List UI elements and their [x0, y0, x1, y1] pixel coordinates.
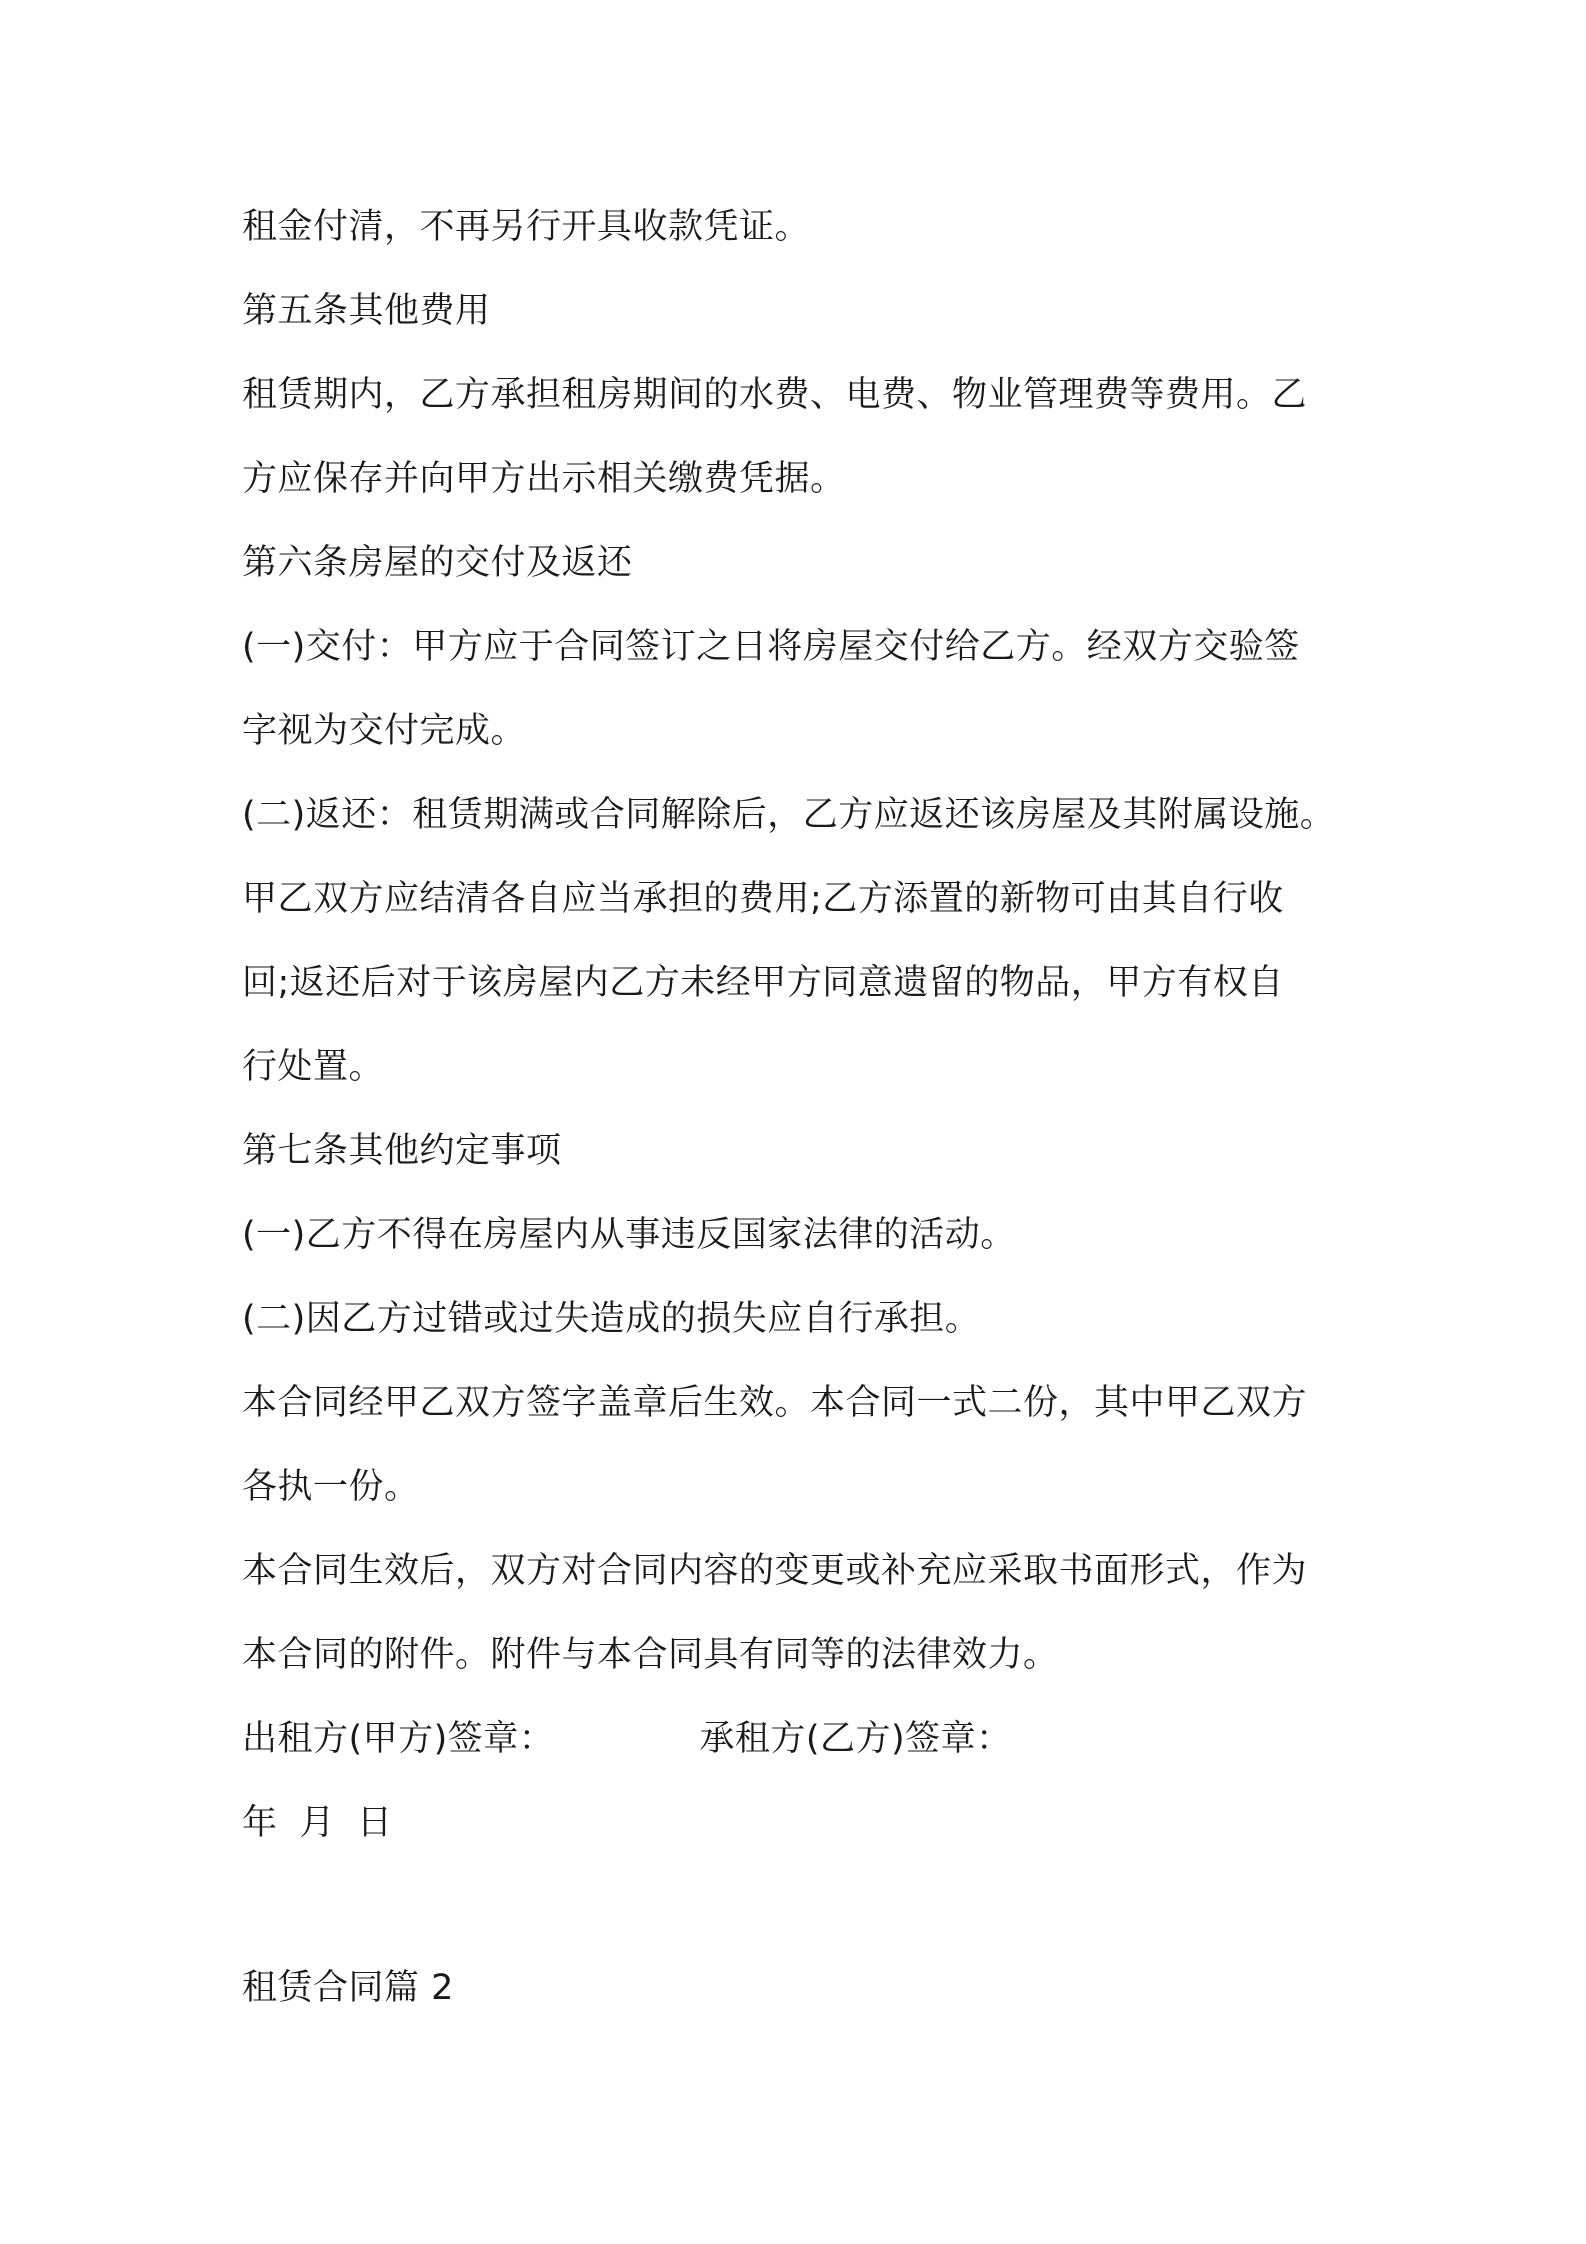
date-month: 月 [299, 1803, 336, 1843]
date-day: 日 [357, 1803, 393, 1843]
paragraph-line: (二)返还：租赁期满或合同解除后，乙方应返还该房屋及其附属设施。 [242, 795, 1336, 835]
section-heading-7: 第七条其他约定事项 [242, 1131, 562, 1171]
paragraph-line: (一)乙方不得在房屋内从事违反国家法律的活动。 [242, 1215, 1016, 1255]
paragraph-line: 字视为交付完成。 [242, 711, 527, 751]
paragraph-line: 方应保存并向甲方出示相关缴费凭据。 [242, 459, 846, 499]
section-heading-6: 第六条房屋的交付及返还 [242, 543, 633, 583]
paragraph-line: (二)因乙方过错或过失造成的损失应自行承担。 [242, 1299, 981, 1339]
paragraph-line: 本合同生效后，双方对合同内容的变更或补充应采取书面形式，作为 [242, 1551, 1308, 1591]
paragraph-line: 本合同的附件。附件与本合同具有同等的法律效力。 [242, 1635, 1059, 1675]
next-contract-title: 租赁合同篇 2 [242, 1968, 454, 2008]
lessor-signature-label: 出租方(甲方)签章： [242, 1719, 555, 1759]
paragraph-line: 租赁期内，乙方承担租房期间的水费、电费、物业管理费等费用。乙 [242, 375, 1308, 415]
date-line [242, 1801, 393, 1845]
paragraph-line: (一)交付：甲方应于合同签订之日将房屋交付给乙方。经双方交验签 [242, 627, 1300, 667]
signature-line [242, 1717, 1012, 1761]
paragraph-line: 回;返还后对于该房屋内乙方未经甲方同意遗留的物品，甲方有权自 [242, 963, 1284, 1003]
lessee-signature-label: 承租方(乙方)签章： [699, 1719, 1012, 1759]
date-year: 年 [242, 1803, 278, 1843]
paragraph-line: 租金付清，不再另行开具收款凭证。 [242, 207, 811, 247]
section-heading-5: 第五条其他费用 [242, 291, 491, 331]
paragraph-line: 甲乙双方应结清各自应当承担的费用;乙方添置的新物可由其自行收 [242, 879, 1284, 919]
paragraph-line: 本合同经甲乙双方签字盖章后生效。本合同一式二份，其中甲乙双方 [242, 1383, 1308, 1423]
paragraph-line: 行处置。 [242, 1047, 385, 1087]
paragraph-line: 各执一份。 [242, 1467, 420, 1507]
